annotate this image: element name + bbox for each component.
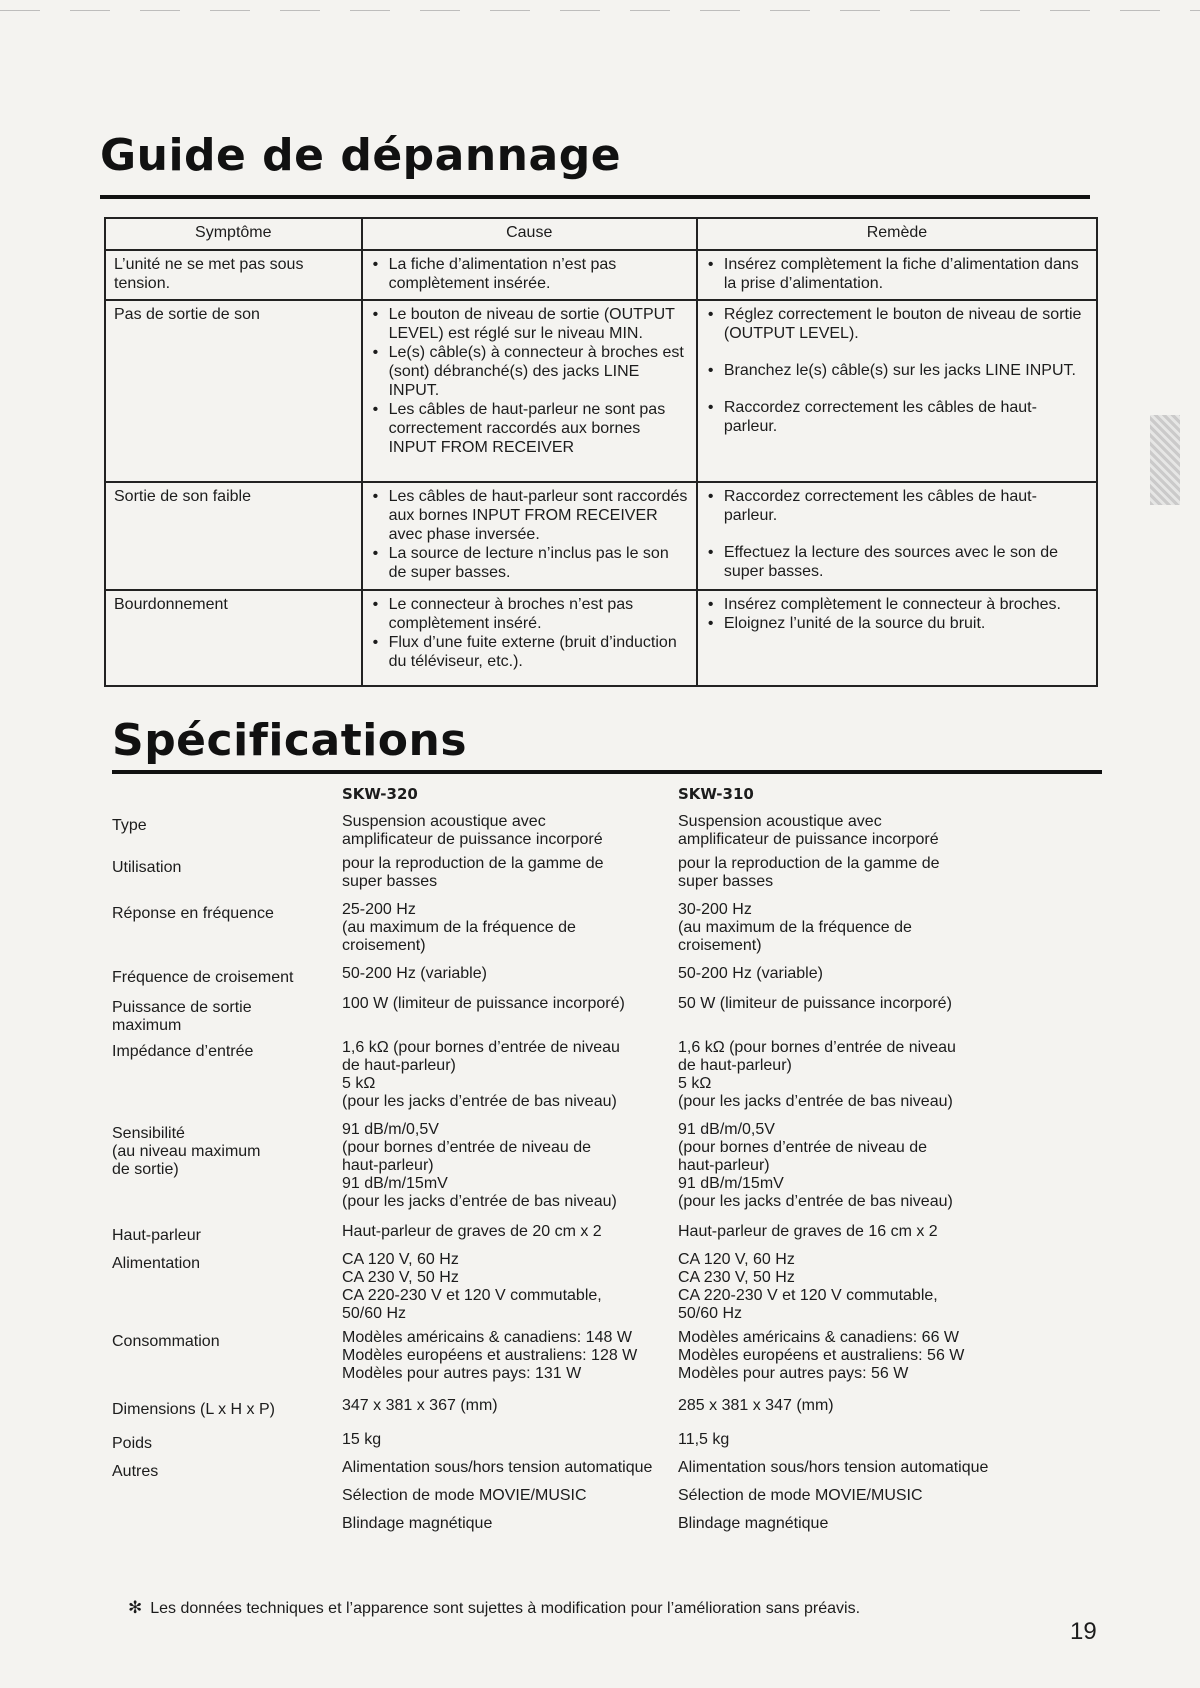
cause-item: • Les câbles de haut-parleur sont raccordés aux bornes INPUT FROM RECEIVER avec phase inversée. — [371, 487, 690, 544]
spec-line: Alimentation — [112, 1255, 201, 1272]
section-tab-marker — [1150, 415, 1180, 505]
cause-cell — [362, 250, 697, 300]
spec-value-skw310 — [678, 1039, 1098, 1111]
spec-value-skw320 — [342, 855, 678, 891]
spec-row — [112, 1039, 1102, 1111]
spec-line: Autres — [112, 1463, 159, 1480]
spec-line: de haut-parleur) — [342, 1057, 456, 1074]
spec-line: Dimensions (L x H x P) — [112, 1401, 275, 1418]
spec-line: Modèles américains & canadiens: 66 W — [678, 1329, 960, 1346]
spec-line: 91 dB/m/15mV — [678, 1175, 784, 1192]
spec-line: 30-200 Hz — [678, 901, 752, 918]
title-rule — [112, 770, 1102, 774]
spec-line: CA 230 V, 50 Hz — [342, 1269, 459, 1286]
spec-value-skw310 — [678, 1223, 1098, 1245]
spec-line: CA 220-230 V et 120 V commutable, — [678, 1287, 938, 1304]
title-rule — [100, 195, 1090, 199]
spec-line: Haut-parleur — [112, 1227, 201, 1244]
spec-line: Type — [112, 817, 147, 834]
spec-line: amplificateur de puissance incorporé — [678, 831, 939, 848]
spec-line: Sélection de mode MOVIE/MUSIC — [342, 1487, 587, 1504]
spec-line: CA 120 V, 60 Hz — [678, 1251, 795, 1268]
spec-row — [112, 1223, 1102, 1245]
spec-line: (pour les jacks d’entrée de bas niveau) — [342, 1093, 617, 1110]
spec-line: CA 220-230 V et 120 V commutable, — [342, 1287, 602, 1304]
cause-item: • Les câbles de haut-parleur ne sont pas correctement raccordés aux bornes INPUT FROM RECEIVER — [371, 400, 690, 457]
spec-line: 50-200 Hz (variable) — [342, 965, 487, 982]
spec-rows — [112, 813, 1102, 1543]
spec-value-skw320 — [342, 1251, 678, 1323]
spec-line: Suspension acoustique avec — [342, 813, 546, 830]
spec-line: 25-200 Hz — [342, 901, 416, 918]
spec-row — [112, 855, 1102, 891]
spec-line: CA 120 V, 60 Hz — [342, 1251, 459, 1268]
spec-line: croisement) — [342, 937, 426, 954]
remedy-item: • Raccordez correctement les câbles de haut-parleur. — [706, 487, 1090, 525]
spec-line: 91 dB/m/0,5V — [678, 1121, 775, 1138]
cause-cell — [362, 482, 697, 590]
footnote — [128, 1598, 860, 1618]
spec-label — [112, 1459, 342, 1543]
spec-line: Haut-parleur de graves de 20 cm x 2 — [342, 1223, 602, 1240]
cause-item: • Flux d’une fuite externe (bruit d’induction du téléviseur, etc.). — [371, 633, 690, 671]
spec-line: 5 kΩ — [342, 1075, 376, 1092]
header-symptom: Symptôme — [105, 218, 362, 250]
spec-line: (pour les jacks d’entrée de bas niveau) — [342, 1193, 617, 1210]
spec-line: de haut-parleur) — [678, 1057, 792, 1074]
spec-line: de sortie) — [112, 1161, 179, 1178]
spec-line: 91 dB/m/0,5V — [342, 1121, 439, 1138]
symptom-cell: Sortie de son faible — [105, 482, 362, 590]
spec-row — [112, 1397, 1102, 1419]
spec-line: 285 x 381 x 347 (mm) — [678, 1397, 834, 1414]
spec-line: Puissance de sortie — [112, 999, 252, 1016]
spec-value-skw310 — [678, 965, 1098, 987]
spec-line: Modèles européens et australiens: 56 W — [678, 1347, 965, 1364]
remedy-item: • Eloignez l’unité de la source du bruit. — [706, 614, 1090, 633]
spec-line: pour la reproduction de la gamme de — [342, 855, 604, 872]
spec-line: Suspension acoustique avec — [678, 813, 882, 830]
spec-line: 347 x 381 x 367 (mm) — [342, 1397, 498, 1414]
remedy-item: • Insérez complètement le connecteur à broches. — [706, 595, 1090, 614]
table-row — [105, 250, 1097, 300]
remedy-cell — [697, 590, 1097, 686]
spec-value-skw310 — [678, 855, 1098, 891]
spec-line: Blindage magnétique — [678, 1515, 829, 1532]
spec-label — [112, 1329, 342, 1383]
troubleshooting-title: Guide de dépannage — [100, 130, 622, 181]
remedy-item: • Branchez le(s) câble(s) sur les jacks LINE INPUT. — [706, 361, 1090, 380]
spec-line: super basses — [342, 873, 438, 890]
remedy-item: • Raccordez correctement les câbles de haut-parleur. — [706, 398, 1090, 436]
spec-line: 11,5 kg — [678, 1431, 730, 1448]
spec-line: amplificateur de puissance incorporé — [342, 831, 603, 848]
spec-line: Sensibilité — [112, 1125, 185, 1142]
spec-label — [112, 1251, 342, 1323]
cause-item: • La fiche d’alimentation n’est pas complètement insérée. — [371, 255, 690, 293]
spec-value-skw320 — [342, 965, 678, 987]
spec-line: (pour bornes d’entrée de niveau de — [342, 1139, 592, 1156]
header-remedy: Remède — [697, 218, 1097, 250]
spec-value-skw320 — [342, 813, 678, 849]
spec-line: 50 W (limiteur de puissance incorporé) — [678, 995, 952, 1012]
spec-line: super basses — [678, 873, 774, 890]
symptom-cell: Bourdonnement — [105, 590, 362, 686]
spec-line: (pour les jacks d’entrée de bas niveau) — [678, 1193, 953, 1210]
spec-line: Blindage magnétique — [342, 1515, 493, 1532]
spec-line: (au maximum de la fréquence de — [678, 919, 912, 936]
spec-label — [112, 1223, 342, 1245]
spec-header-row — [112, 785, 1102, 813]
table-row — [105, 482, 1097, 590]
spec-line: (pour bornes d’entrée de niveau de — [678, 1139, 928, 1156]
spec-line: 50/60 Hz — [678, 1305, 743, 1322]
footnote-marker: ✻ — [128, 1598, 143, 1617]
remedy-cell — [697, 250, 1097, 300]
spec-line: 1,6 kΩ (pour bornes d’entrée de niveau — [678, 1039, 956, 1056]
spec-label — [112, 995, 342, 1035]
symptom-cell: L’unité ne se met pas sous tension. — [105, 250, 362, 300]
spec-line: Modèles pour autres pays: 131 W — [342, 1365, 582, 1382]
spec-line: Modèles européens et australiens: 128 W — [342, 1347, 638, 1364]
spec-label — [112, 1121, 342, 1211]
spec-line: Fréquence de croisement — [112, 969, 294, 986]
spec-line: Sélection de mode MOVIE/MUSIC — [678, 1487, 923, 1504]
spec-label — [112, 901, 342, 955]
specifications-title: Spécifications — [112, 715, 468, 766]
spec-value-skw320 — [342, 1459, 678, 1543]
header-cause: Cause — [362, 218, 697, 250]
remedy-cell — [697, 482, 1097, 590]
model-skw310: SKW-310 — [678, 785, 754, 803]
spec-row — [112, 965, 1102, 987]
spec-line: Réponse en fréquence — [112, 905, 274, 922]
spec-row — [112, 1459, 1102, 1543]
footnote-text: Les données techniques et l’apparence sont sujettes à modification pour l’amélioration sans préavis. — [150, 1600, 861, 1617]
specifications-table — [112, 785, 1102, 1547]
spec-value-skw310 — [678, 1459, 1098, 1543]
cause-cell — [362, 300, 697, 482]
cause-cell — [362, 590, 697, 686]
spec-line: 50-200 Hz (variable) — [678, 965, 823, 982]
spec-line: Modèles américains & canadiens: 148 W — [342, 1329, 632, 1346]
model-skw320: SKW-320 — [342, 785, 418, 803]
spec-value-skw310 — [678, 1431, 1098, 1453]
spec-line: 15 kg — [342, 1431, 382, 1448]
spec-row — [112, 1329, 1102, 1383]
spec-value-skw310 — [678, 995, 1098, 1035]
spec-line: Impédance d’entrée — [112, 1043, 254, 1060]
remedy-item: • Insérez complètement la fiche d’alimentation dans la prise d’alimentation. — [706, 255, 1090, 293]
spec-value-skw320 — [342, 1223, 678, 1245]
spec-row — [112, 1431, 1102, 1453]
spec-line: Poids — [112, 1435, 153, 1452]
spec-value-skw310 — [678, 1251, 1098, 1323]
table-row — [105, 590, 1097, 686]
spec-row — [112, 813, 1102, 849]
spec-value-skw320 — [342, 1039, 678, 1111]
page-number: 19 — [1070, 1618, 1097, 1645]
spec-label — [112, 855, 342, 891]
spec-line: 5 kΩ — [678, 1075, 712, 1092]
spec-label — [112, 813, 342, 849]
spec-value-skw320 — [342, 1121, 678, 1211]
spec-label — [112, 1431, 342, 1453]
spec-value-skw320 — [342, 1329, 678, 1383]
spec-label — [112, 965, 342, 987]
spec-value-skw320 — [342, 995, 678, 1035]
spec-value-skw310 — [678, 813, 1098, 849]
spec-line: Modèles pour autres pays: 56 W — [678, 1365, 909, 1382]
spec-line: Haut-parleur de graves de 16 cm x 2 — [678, 1223, 938, 1240]
spec-line: maximum — [112, 1017, 182, 1034]
cause-item: • Le connecteur à broches n’est pas complètement inséré. — [371, 595, 690, 633]
scan-edge-line — [0, 10, 1200, 11]
cause-item: • Le(s) câble(s) à connecteur à broches est (sont) débranché(s) des jacks LINE INPUT. — [371, 343, 690, 400]
spec-line: haut-parleur) — [678, 1157, 770, 1174]
spec-line: Alimentation sous/hors tension automatique — [678, 1459, 989, 1476]
spec-value-skw320 — [342, 1431, 678, 1453]
symptom-cell: Pas de sortie de son — [105, 300, 362, 482]
spec-line: (au maximum de la fréquence de — [342, 919, 576, 936]
spec-line: (pour les jacks d’entrée de bas niveau) — [678, 1093, 953, 1110]
remedy-item: • Réglez correctement le bouton de niveau de sortie (OUTPUT LEVEL). — [706, 305, 1090, 343]
table-row — [105, 300, 1097, 482]
cause-item: • Le bouton de niveau de sortie (OUTPUT LEVEL) est réglé sur le niveau MIN. — [371, 305, 690, 343]
spec-value-skw310 — [678, 1121, 1098, 1211]
spec-line: CA 230 V, 50 Hz — [678, 1269, 795, 1286]
spec-value-skw320 — [342, 901, 678, 955]
spec-row — [112, 901, 1102, 955]
spec-line: pour la reproduction de la gamme de — [678, 855, 940, 872]
spec-line: 50/60 Hz — [342, 1305, 407, 1322]
cause-item: • La source de lecture n’inclus pas le son de super basses. — [371, 544, 690, 582]
spec-value-skw310 — [678, 1329, 1098, 1383]
spec-row — [112, 1251, 1102, 1323]
spec-line: Utilisation — [112, 859, 182, 876]
spec-line: 91 dB/m/15mV — [342, 1175, 448, 1192]
spec-label — [112, 1039, 342, 1111]
spec-row — [112, 995, 1102, 1035]
spec-value-skw310 — [678, 1397, 1098, 1419]
remedy-cell — [697, 300, 1097, 482]
spec-line: Consommation — [112, 1333, 220, 1350]
troubleshooting-table — [104, 217, 1098, 687]
spec-line: Alimentation sous/hors tension automatique — [342, 1459, 653, 1476]
spec-line: croisement) — [678, 937, 762, 954]
table-header-row — [105, 218, 1097, 250]
spec-line: haut-parleur) — [342, 1157, 434, 1174]
spec-line: 100 W (limiteur de puissance incorporé) — [342, 995, 625, 1012]
spec-line: 1,6 kΩ (pour bornes d’entrée de niveau — [342, 1039, 620, 1056]
remedy-item: • Effectuez la lecture des sources avec le son de super basses. — [706, 543, 1090, 581]
spec-label — [112, 1397, 342, 1419]
spec-value-skw320 — [342, 1397, 678, 1419]
spec-line: (au niveau maximum — [112, 1143, 261, 1160]
spec-value-skw310 — [678, 901, 1098, 955]
spec-row — [112, 1121, 1102, 1211]
